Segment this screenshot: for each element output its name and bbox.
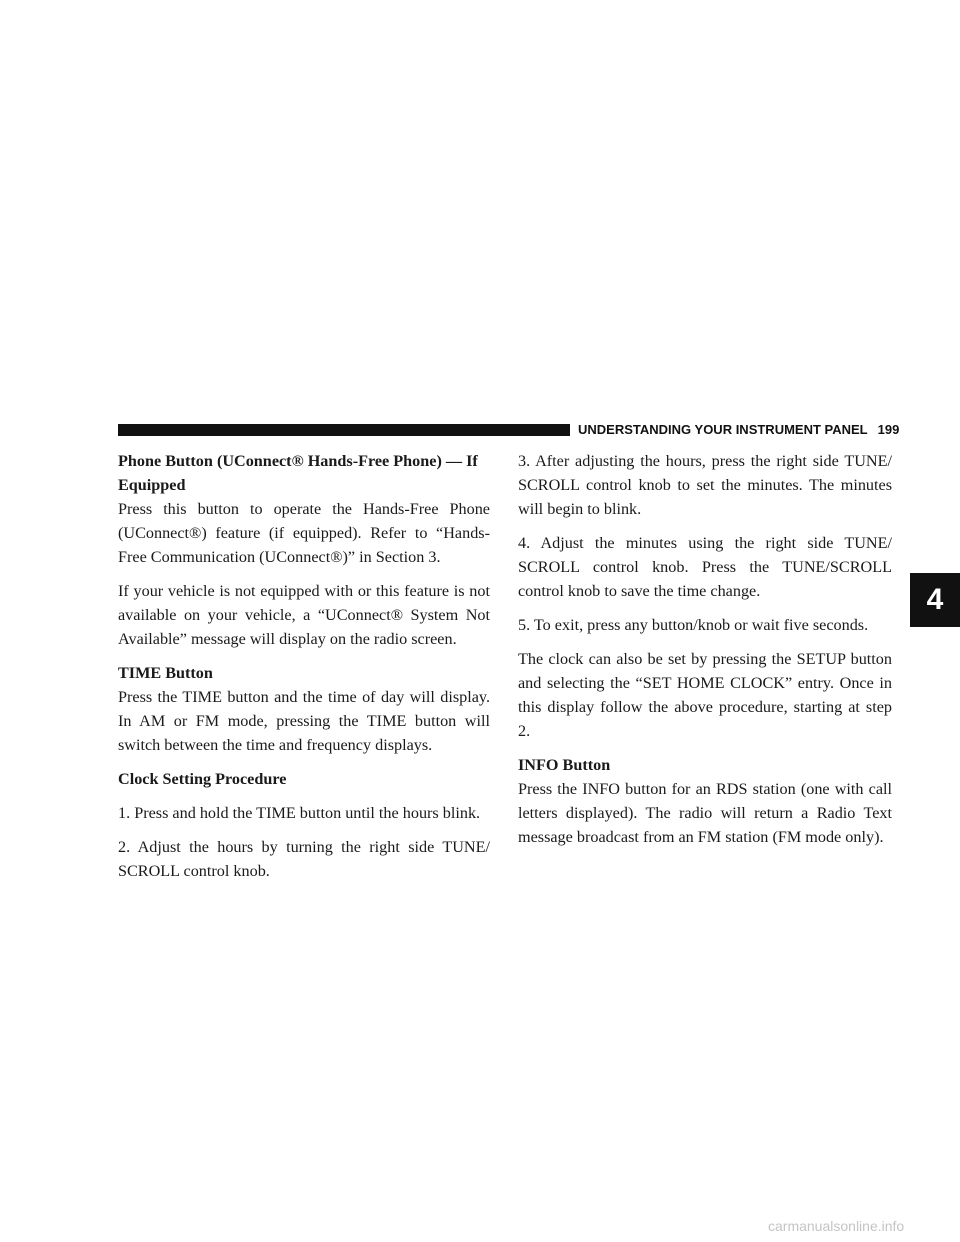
phone-paragraph-1: Press this button to operate the Hands-Free Phone (UConnect®) feature (if equipped). Refer to “Hands-Free Communication (UConnect®)” in Section 3. (118, 500, 490, 566)
clock-step-1: 1. Press and hold the TIME button until the hours blink. (118, 804, 481, 822)
right-column (518, 449, 892, 859)
page-number: 199 (877, 422, 900, 437)
clock-step-4: 4. Adjust the minutes using the right side TUNE/ SCROLL control knob. Press the TUNE/SCROLL control knob to save the time change. (518, 534, 892, 600)
phone-button-heading: Phone Button (UConnect® Hands-Free Phone) — If Equipped (118, 452, 478, 494)
section-title: UNDERSTANDING YOUR INSTRUMENT PANEL (578, 422, 868, 437)
clock-step-2: 2. Adjust the hours by turning the right side TUNE/ SCROLL control knob. (118, 838, 490, 880)
footer-watermark: carmanualsonline.info (768, 1218, 905, 1234)
phone-paragraph-2: If your vehicle is not equipped with or this feature is not available on your vehicle, a “UConnect® System Not Available” message will display on the radio screen. (118, 582, 490, 648)
setup-paragraph: The clock can also be set by pressing the SETUP button and selecting the “SET HOME CLOCK” entry. Once in this display follow the above procedure, starting at step 2. (518, 650, 892, 740)
clock-step-5: 5. To exit, press any button/knob or wait five seconds. (518, 616, 869, 634)
time-button-heading: TIME Button (118, 664, 213, 682)
info-button-heading: INFO Button (518, 756, 611, 774)
info-paragraph: Press the INFO button for an RDS station (one with call letters displayed). The radio will return a Radio Text message broadcast from an FM station (FM mode only). (518, 780, 892, 846)
clock-setting-heading: Clock Setting Procedure (118, 770, 287, 788)
left-column (118, 449, 490, 893)
header-rule (118, 424, 570, 436)
running-header (578, 422, 899, 437)
time-paragraph: Press the TIME button and the time of day will display. In AM or FM mode, pressing the TIME button will switch between the time and frequency displays. (118, 688, 490, 754)
section-tab: 4 (910, 573, 960, 627)
clock-step-3: 3. After adjusting the hours, press the right side TUNE/ SCROLL control knob to set the minutes. The minutes will begin to blink. (518, 452, 892, 518)
